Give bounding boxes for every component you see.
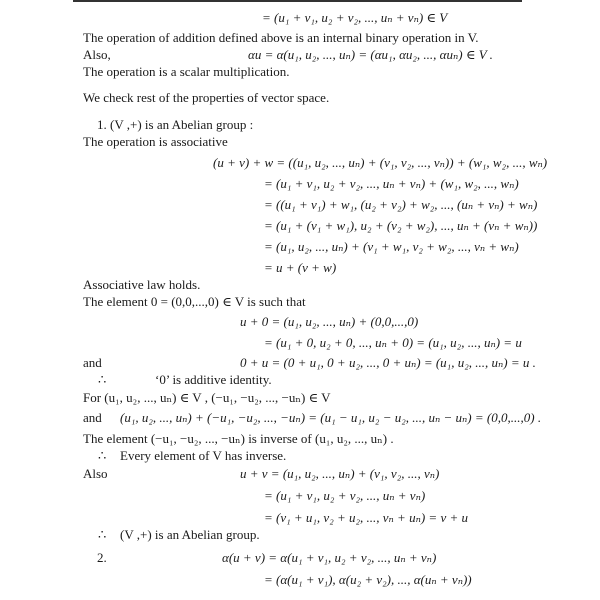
text-line: Also bbox=[83, 466, 108, 481]
equation-line: = (α(u₁ + v₁), α(u₂ + v₂), ..., α(uₙ + vₙ)) bbox=[264, 572, 472, 587]
equation-line: u + 0 = (u₁, u₂, ..., uₙ) + (0,0,...,0) bbox=[240, 314, 419, 329]
equation-line: (u₁, u₂, ..., uₙ) + (−u₁, −u₂, ..., −uₙ) = (u₁ − u₁, u₂ − u₂, ..., uₙ − uₙ) = (0,0,...,0) . bbox=[120, 410, 542, 425]
equation-line: = (u₁ + (v₁ + w₁), u₂ + (v₂ + w₂), ..., uₙ + (vₙ + wₙ)) bbox=[264, 218, 538, 233]
equation-line: = (u₁, u₂, ..., uₙ) + (v₁ + w₁, v₂ + w₂, ..., vₙ + wₙ) bbox=[264, 239, 519, 254]
equation-line: 0 + u = (0 + u₁, 0 + u₂, ..., 0 + uₙ) = (u₁, u₂, ..., uₙ) = u . bbox=[240, 355, 536, 370]
therefore-symbol: ∴ bbox=[98, 372, 107, 387]
text-line: For (u₁, u₂, ..., uₙ) ∈ V , (−u₁, −u₂, ..., −uₙ) ∈ V bbox=[83, 390, 331, 405]
equation-line: u + v = (u₁, u₂, ..., uₙ) + (v₁, v₂, ..., vₙ) bbox=[240, 466, 440, 481]
equation-line: = ((u₁ + v₁) + w₁, (u₂ + v₂) + w₂, ..., (uₙ + vₙ) + wₙ) bbox=[264, 197, 538, 212]
text-line: The operation is a scalar multiplication. bbox=[83, 64, 290, 79]
text-line: and bbox=[83, 355, 102, 370]
equation-line: = (u₁ + 0, u₂ + 0, ..., uₙ + 0) = (u₁, u₂, ..., uₙ) = u bbox=[264, 335, 522, 350]
equation-line: = (u₁ + v₁, u₂ + v₂, ..., uₙ + vₙ) ∈ V bbox=[262, 10, 448, 25]
equation-line: = (v₁ + u₁, v₂ + u₂, ..., vₙ + uₙ) = v + u bbox=[264, 510, 468, 525]
equation-line: α(u + v) = α(u₁ + v₁, u₂ + v₂, ..., uₙ + vₙ) bbox=[222, 550, 437, 565]
text-line: The operation of addition defined above is an internal binary operation in V. bbox=[83, 30, 479, 45]
text-line: The element (−u₁, −u₂, ..., −uₙ) is inverse of (u₁, u₂, ..., uₙ) . bbox=[83, 431, 394, 446]
text-line: and bbox=[83, 410, 102, 425]
text-line: We check rest of the properties of vector space. bbox=[83, 90, 330, 105]
therefore-symbol: ∴ bbox=[98, 448, 107, 463]
top-rule bbox=[73, 0, 522, 2]
equation-line: αu = α(u₁, u₂, ..., uₙ) = (αu₁, αu₂, ..., αuₙ) ∈ V . bbox=[248, 47, 493, 62]
text-line: ‘0’ is additive identity. bbox=[155, 372, 272, 387]
text-line: Every element of V has inverse. bbox=[120, 448, 287, 463]
text-line: Also, bbox=[83, 47, 111, 62]
therefore-symbol: ∴ bbox=[98, 527, 107, 542]
text-line: Associative law holds. bbox=[83, 277, 201, 292]
text-line: The operation is associative bbox=[83, 134, 228, 149]
text-line: (V ,+) is an Abelian group. bbox=[120, 527, 260, 542]
equation-line: = (u₁ + v₁, u₂ + v₂, ..., uₙ + vₙ) + (w₁, w₂, ..., wₙ) bbox=[264, 176, 519, 191]
equation-line: (u + v) + w = ((u₁, u₂, ..., uₙ) + (v₁, v₂, ..., vₙ)) + (w₁, w₂, ..., wₙ) bbox=[213, 155, 548, 170]
section-heading: 2. bbox=[97, 550, 107, 565]
section-heading: 1. (V ,+) is an Abelian group : bbox=[97, 117, 254, 132]
equation-line: = (u₁ + v₁, u₂ + v₂, ..., uₙ + vₙ) bbox=[264, 488, 426, 503]
equation-line: = u + (v + w) bbox=[264, 260, 337, 275]
text-line: The element 0 = (0,0,...,0) ∈ V is such that bbox=[83, 294, 306, 309]
